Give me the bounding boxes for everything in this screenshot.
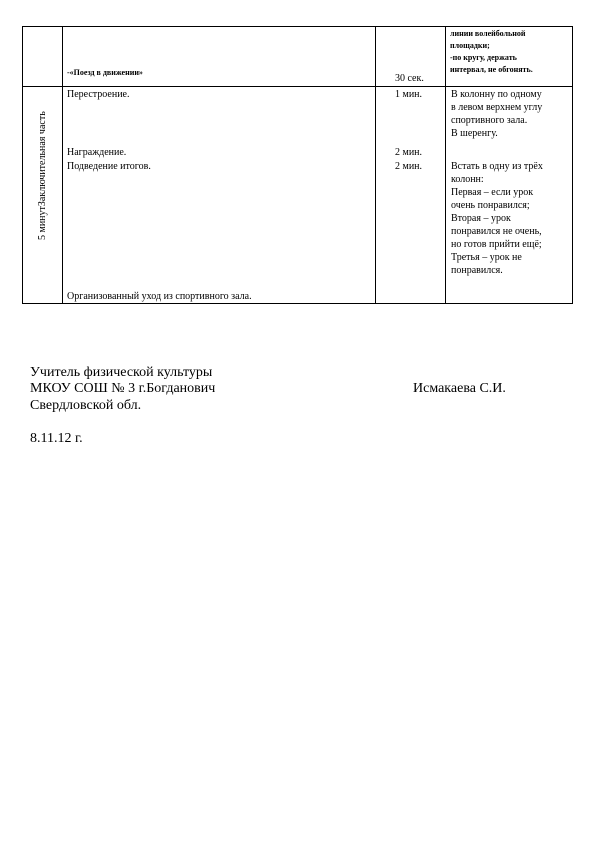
- notes-line: Первая – если урок: [451, 187, 534, 198]
- signature-line-2: МКОУ СОШ № 3 г.Богданович: [30, 381, 216, 396]
- table-bottom-border: [22, 303, 573, 304]
- exercise-item: Организованный уход из спортивного зала.: [67, 291, 252, 302]
- table-col-divider-1: [62, 26, 63, 304]
- notes-line: в левом верхнем углу: [451, 102, 543, 113]
- duration-item: 2 мин.: [395, 147, 423, 158]
- notes-line: но готов прийти ещё;: [451, 239, 542, 250]
- table-top-border: [22, 26, 573, 27]
- notes-line: В колонну по одному: [451, 89, 542, 100]
- notes-line: очень понравился;: [451, 200, 530, 211]
- notes-line: Третья – урок не: [451, 252, 522, 263]
- signature-name: Исмакаева С.И.: [413, 381, 506, 396]
- notes-line: Вторая – урок: [451, 213, 511, 224]
- notes-line: колонн:: [451, 174, 484, 185]
- row1-notes-line: линии волейбольной: [450, 29, 526, 38]
- row1-notes-line: интервал, не обгонять.: [450, 65, 533, 74]
- exercise-item: Перестроение.: [67, 89, 130, 100]
- signature-line-1: Учитель физической культуры: [30, 365, 213, 380]
- notes-line: спортивного зала.: [451, 115, 528, 126]
- row2-notes-a: [451, 88, 572, 140]
- table-row-divider: [22, 86, 573, 87]
- exercise-item: Подведение итогов.: [67, 161, 151, 172]
- notes-line: понравился.: [451, 265, 503, 276]
- table-col-divider-3: [445, 26, 446, 304]
- notes-line: Встать в одну из трёх: [451, 161, 543, 172]
- duration-item: 2 мин.: [395, 161, 423, 172]
- exercise-item: Награждение.: [67, 147, 127, 158]
- row1-duration: 30 сек.: [395, 73, 424, 84]
- notes-line: В шеренгу.: [451, 128, 498, 139]
- row2-notes-b: [451, 160, 572, 277]
- row1-notes-line: -по кругу, держать: [450, 53, 517, 62]
- row1-notes-line: площадки;: [450, 41, 490, 50]
- row1-notes: [450, 29, 572, 75]
- signature-line-3: Свердловской обл.: [30, 398, 142, 413]
- duration-item: 1 мин.: [395, 89, 423, 100]
- table-left-border: [22, 26, 23, 304]
- table-col-divider-2: [375, 26, 376, 304]
- document-date: 8.11.12 г.: [30, 431, 83, 446]
- table-right-border: [572, 26, 573, 304]
- notes-line: понравился не очень,: [451, 226, 542, 237]
- row1-exercise: -«Поезд в движении»: [67, 68, 143, 77]
- section-label: 5 минутЗаключительная часть: [37, 111, 48, 240]
